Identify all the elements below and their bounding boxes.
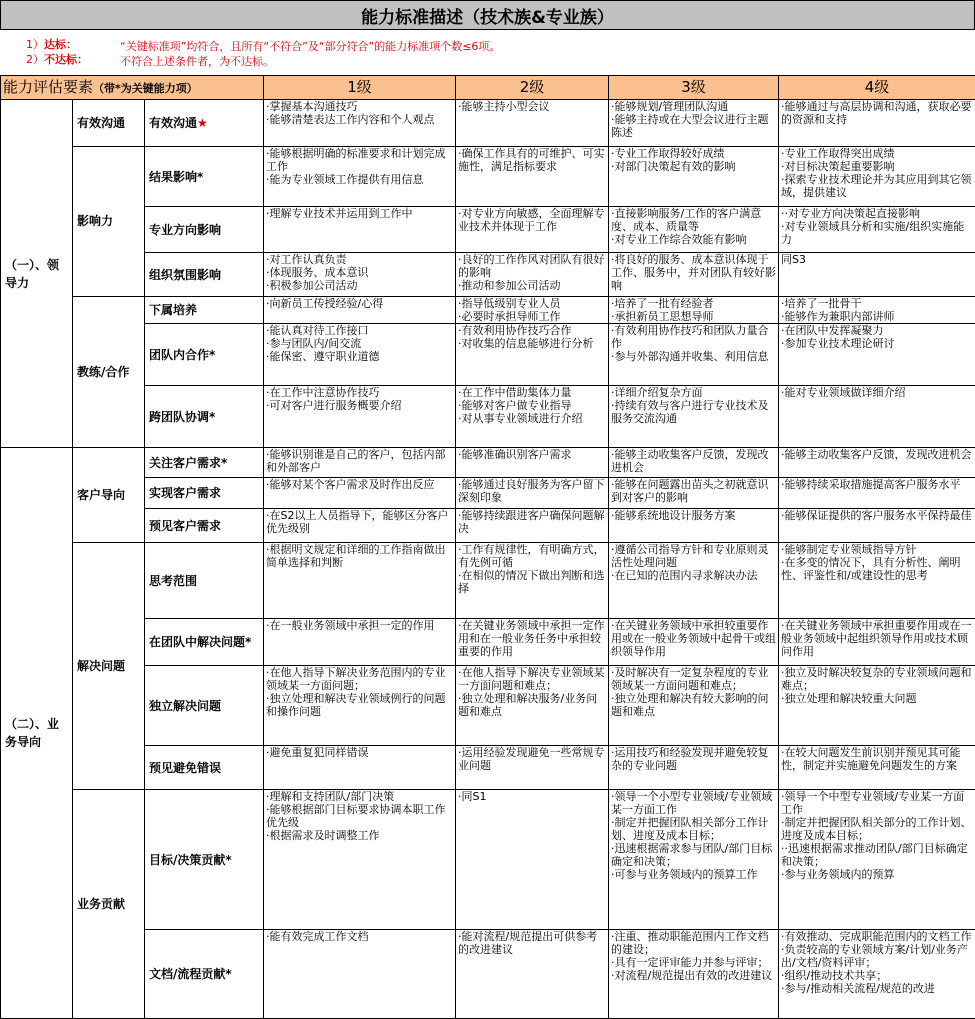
desc: ·对工作认真负责 xyxy=(266,253,347,266)
level-2-cell xyxy=(456,386,609,448)
desc: ·能对专业领域做详细介绍 xyxy=(781,386,906,399)
desc: ·根据需求及时调整工作 xyxy=(266,829,380,842)
table-row xyxy=(1,509,975,543)
note-number: 2） xyxy=(26,53,44,66)
desc: ·运用经验发现避免一些常规专业问题 xyxy=(458,746,605,772)
level-4-cell xyxy=(779,324,975,386)
table-row xyxy=(1,324,975,386)
desc: ·掌握基本沟通技巧 xyxy=(266,100,358,113)
desc: ·能够对客户做专业指导 xyxy=(458,399,572,412)
desc: ·专业工作取得突出成绩 xyxy=(781,147,895,160)
level-2-cell xyxy=(456,207,609,253)
item-label: 独立解决问题 xyxy=(149,698,222,713)
desc: ·能为专业领域工作提供有用信息 xyxy=(266,173,424,186)
level-1-cell xyxy=(264,619,456,666)
desc: ·独立处理和解决专业领域例行的问题和操作问题 xyxy=(266,692,446,718)
item-label: 预见避免错误 xyxy=(149,760,222,775)
desc: ·同S1 xyxy=(458,790,487,803)
desc: ·对收集的信息能够进行分析 xyxy=(458,337,594,350)
desc: ·注重、推动职能范围内工作文档的建设； xyxy=(611,930,769,956)
desc: ·培养了一批有经验者 xyxy=(611,297,714,310)
desc: ·体现服务、成本意识 xyxy=(266,266,369,279)
note-pass xyxy=(26,38,77,52)
level-1-cell xyxy=(264,790,456,930)
note-pass-text: “关键标准项”均符合，且所有“不符合”及“部分符合”的能力标准项个数≤6项。 xyxy=(120,40,501,53)
desc: ·能够识别谁是自己的客户，包括内部和外部客户 xyxy=(266,448,446,474)
desc: ·理解和支持团队/部门决策 xyxy=(266,790,395,803)
item-label: 跨团队协调 xyxy=(149,409,210,424)
desc: ·能够通过良好服务为客户留下深刻印象 xyxy=(458,478,605,504)
desc: ·参与团队内/间交流 xyxy=(266,337,362,350)
level-3-cell xyxy=(609,324,779,386)
level-1-cell xyxy=(264,147,456,207)
desc: ·培养了一批骨干 xyxy=(781,297,862,310)
table-row xyxy=(1,746,975,790)
item-name xyxy=(145,509,264,543)
desc: ·能认真对待工作接口 xyxy=(266,324,369,337)
level-1-cell xyxy=(264,324,456,386)
table-row xyxy=(1,619,975,666)
desc: ·在他人指导下解决专业领域某一方面问题和难点； xyxy=(458,666,605,692)
item-name xyxy=(145,543,264,619)
item-label: 思考范围 xyxy=(149,573,198,588)
header-row xyxy=(1,76,975,100)
level-4-cell xyxy=(779,509,975,543)
item-label: 下属培养 xyxy=(149,303,198,317)
level-4-cell xyxy=(779,207,975,253)
desc: ·避免重复犯同样错误 xyxy=(266,746,369,759)
desc: ·指导低级别专业人员 xyxy=(458,297,561,310)
desc: ·制定并把握团队相关部分工作计划、进度及成本目标； xyxy=(611,816,769,842)
desc: ·对目标决策起重要影响 xyxy=(781,160,895,173)
level-3-cell xyxy=(609,297,779,324)
level-1-cell xyxy=(264,509,456,543)
table-row xyxy=(1,100,975,147)
level-2-cell xyxy=(456,790,609,930)
level-2-cell xyxy=(456,746,609,790)
desc: ·独立处理和解决服务/业务问题和难点 xyxy=(458,692,598,718)
level-4-cell xyxy=(779,386,975,448)
desc: ·领导一个中型专业领域/专业某一方面工作 xyxy=(781,790,965,816)
level-3-cell xyxy=(609,253,779,297)
desc: ·参与/推动相关流程/规范的改进 xyxy=(781,982,935,995)
desc: ·在S2以上人员指导下，能够区分客户优先级别 xyxy=(266,509,449,535)
level-4-cell xyxy=(779,253,975,297)
level-2-cell xyxy=(456,147,609,207)
level-2-cell xyxy=(456,100,609,147)
table-row xyxy=(1,448,975,478)
desc: ·对专业工作综合效能有影响 xyxy=(611,233,747,246)
desc: ·有效利用协作技巧和团队力量合作 xyxy=(611,324,769,350)
note-number: 1） xyxy=(26,38,44,51)
desc: ·向新员工传授经验/心得 xyxy=(266,297,384,310)
item-name xyxy=(145,324,264,386)
desc: ·及时解决有一定复杂程度的专业领域某一方面问题和难点； xyxy=(611,666,769,692)
key-star-icon: * xyxy=(197,169,204,184)
level-3-cell xyxy=(609,790,779,930)
key-star-icon: * xyxy=(209,409,216,424)
desc: ·参与外部沟通并收集、利用信息 xyxy=(611,350,769,363)
group-business-contribution: 业务贡献 xyxy=(73,790,145,1019)
desc: ·有效推动、完成职能范围内的文档工作 xyxy=(781,930,972,943)
desc: ·独立处理和解决较重大问题 xyxy=(781,692,917,705)
item-name xyxy=(145,478,264,509)
level-2-cell xyxy=(456,930,609,1019)
level-2-cell xyxy=(456,297,609,324)
desc: ·理解专业技术并运用到工作中 xyxy=(266,207,413,220)
table-row xyxy=(1,147,975,207)
level-1-cell xyxy=(264,478,456,509)
header-element xyxy=(1,76,264,100)
item-name xyxy=(145,147,264,207)
desc: ·领导一个小型专业领域/专业领域某一方面工作 xyxy=(611,790,773,816)
level-3-cell xyxy=(609,147,779,207)
level-1-cell xyxy=(264,386,456,448)
table-row xyxy=(1,386,975,448)
desc: ·参加专业技术理论研讨 xyxy=(781,337,895,350)
page-title: 能力标准描述（技术族&专业族） xyxy=(0,0,975,30)
group-communication: 有效沟通 xyxy=(73,100,145,147)
item-label: 目标/决策贡献 xyxy=(149,852,226,867)
key-star-icon: * xyxy=(221,455,228,470)
header-element-note: （带*为关键能力项） xyxy=(93,81,198,95)
desc: ·工作有规律性，有明确方式，有先例可循 xyxy=(458,543,605,569)
desc: ·负责较高的专业领域方案/计划/业务产出/文档/资料评审； xyxy=(781,943,968,969)
note-fail-text: 不符合上述条件者，为不达标。 xyxy=(120,55,274,68)
item-label: 在团队中解决问题 xyxy=(149,635,246,649)
item-name xyxy=(145,253,264,297)
desc: ·对专业领域具分析和实施/组织实施能力 xyxy=(781,220,965,246)
desc: ·在较大问题发生前识别并预见其可能性，制定并实施避免问题发生的方案 xyxy=(781,746,961,772)
item-name xyxy=(145,297,264,324)
group-customer: 客户导向 xyxy=(73,448,145,543)
desc: ·迅速根据需求参与团队/部门目标确定和决策； xyxy=(611,842,773,868)
header-level-4: 4级 xyxy=(779,76,975,100)
desc: ·在他人指导下解决业务范围内的专业领域某一方面问题； xyxy=(266,666,446,692)
desc: ·根据明文规定和详细的工作指南做出简单选择和判断 xyxy=(266,543,446,569)
level-3-cell xyxy=(609,619,779,666)
desc: ·能够系统地设计服务方案 xyxy=(611,509,736,522)
desc: ·承担新员工思想导师 xyxy=(611,310,714,323)
level-4-cell xyxy=(779,619,975,666)
level-3-cell xyxy=(609,666,779,746)
desc: ·能够作为兼职内部讲师 xyxy=(781,310,895,323)
desc: ·有效利用协作技巧合作 xyxy=(458,324,572,337)
level-2-cell xyxy=(456,253,609,297)
desc: ·持续有效与客户进行专业技术及服务交流沟通 xyxy=(611,399,769,425)
level-3-cell xyxy=(609,386,779,448)
desc: ·对部门决策起有效的影响 xyxy=(611,160,736,173)
desc: ·具有一定评审能力并参与评审； xyxy=(611,956,769,969)
competency-table xyxy=(0,75,975,1019)
key-star-icon: * xyxy=(225,967,232,981)
desc: ·良好的工作作风对团队有很好的影响 xyxy=(458,253,605,279)
desc: ·将良好的服务、成本意识体现于工作、服务中，并对团队有较好影响 xyxy=(611,253,776,292)
desc: ·能够主持小型会议 xyxy=(458,100,550,113)
item-label: 专业方向影响 xyxy=(149,222,222,237)
desc: ·在团队中发挥凝聚力 xyxy=(781,324,884,337)
note-fail xyxy=(26,53,88,67)
table-row xyxy=(1,543,975,619)
desc: ·能够通过与高层协调和沟通，获取必要的资源和支持 xyxy=(781,100,972,126)
desc: ·详细介绍复杂方面 xyxy=(611,386,703,399)
item-label: 关注客户需求 xyxy=(149,455,222,470)
group-coaching: 教练/合作 xyxy=(73,297,145,448)
item-name xyxy=(145,100,264,147)
desc: ·能够持续跟进客户确保问题解决 xyxy=(458,509,605,535)
desc: ·推动和参加公司活动 xyxy=(458,279,561,292)
desc: ·对专业方向敏感，全面理解专业技术并体现于工作 xyxy=(458,207,605,233)
item-name xyxy=(145,448,264,478)
level-1-cell xyxy=(264,930,456,1019)
desc: ·在工作中注意协作技巧 xyxy=(266,386,380,399)
item-name xyxy=(145,666,264,746)
table-row xyxy=(1,207,975,253)
header-level-3: 3级 xyxy=(609,76,779,100)
desc: ·对从事专业领域进行介绍 xyxy=(458,412,583,425)
notes-section xyxy=(0,30,975,75)
table-row xyxy=(1,253,975,297)
level-1-cell xyxy=(264,100,456,147)
item-name xyxy=(145,207,264,253)
desc: ·能够保证提供的客户服务水平保持最佳 xyxy=(781,509,972,522)
desc: ·在相似的情况下做出判断和选择 xyxy=(458,569,605,595)
desc: ·运用技巧和经验发现并避免较复杂的专业问题 xyxy=(611,746,769,772)
level-4-cell xyxy=(779,448,975,478)
desc: ·在一般业务领域中承担一定的作用 xyxy=(266,619,435,632)
level-1-cell xyxy=(264,543,456,619)
desc: ·能够根据部门目标要求协调本职工作优先级 xyxy=(266,803,446,829)
desc: ·积极参加公司活动 xyxy=(266,279,358,292)
desc: ·在工作中借助集体力量 xyxy=(458,386,572,399)
level-2-cell xyxy=(456,448,609,478)
level-3-cell xyxy=(609,930,779,1019)
desc: ·在关键业务领域中承担较重要作用或在一般业务领域中起骨干或组织领导作用 xyxy=(611,619,776,658)
table-row xyxy=(1,478,975,509)
key-star-icon: ★ xyxy=(197,116,208,130)
level-2-cell xyxy=(456,478,609,509)
desc: 同S3 xyxy=(781,253,806,266)
item-label: 组织氛围影响 xyxy=(149,267,222,282)
header-element-label: 能力评估要素 xyxy=(3,77,94,96)
desc: ·在关键业务领域中承担重要作用或在一般业务领域中起组织领导作用或技术顾问作用 xyxy=(781,619,972,658)
desc: ·组织/推动技术共享； xyxy=(781,969,888,982)
table-row xyxy=(1,930,975,1019)
desc: ·能够清楚表达工作内容和个人观点 xyxy=(266,113,435,126)
level-1-cell xyxy=(264,253,456,297)
item-name xyxy=(145,746,264,790)
desc: ·能够持续采取措施提高客户服务水平 xyxy=(781,478,961,491)
level-3-cell xyxy=(609,100,779,147)
desc: ·对流程/规范提出有效的改进建议 xyxy=(611,969,773,982)
table-row xyxy=(1,297,975,324)
item-label: 预见客户需求 xyxy=(149,518,222,533)
desc: ·在已知的范围内寻求解决办法 xyxy=(611,569,758,582)
desc: ·制定并把握团队相关部分的工作计划、进度及成本目标； xyxy=(781,816,972,842)
level-1-cell xyxy=(264,297,456,324)
level-4-cell xyxy=(779,478,975,509)
level-2-cell xyxy=(456,619,609,666)
level-3-cell xyxy=(609,448,779,478)
desc: ·可参与业务领域内的预算工作 xyxy=(611,868,758,881)
item-label: 结果影响 xyxy=(149,169,198,184)
level-3-cell xyxy=(609,746,779,790)
desc: ·能够对某个客户需求及时作出反应 xyxy=(266,478,435,491)
desc: ·能对流程/规范提出可供参考的改进建议 xyxy=(458,930,598,956)
desc: ·在多变的情况下，具有分析性、阐明性、评鉴性和/或建设性的思考 xyxy=(781,556,961,582)
item-name xyxy=(145,619,264,666)
level-1-cell xyxy=(264,207,456,253)
item-label: 实现客户需求 xyxy=(149,486,222,500)
desc: ·能够制定专业领域指导方针 xyxy=(781,543,917,556)
item-label: 文档/流程贡献 xyxy=(149,967,226,981)
desc: ·专业工作取得较好成绩 xyxy=(611,147,725,160)
level-2-cell xyxy=(456,324,609,386)
item-label: 团队内合作 xyxy=(149,347,210,362)
desc: ·能够准确识别客户需求 xyxy=(458,448,572,461)
desc: ·遵循公司指导方针和专业原则灵活性处理问题 xyxy=(611,543,769,569)
level-1-cell xyxy=(264,448,456,478)
key-star-icon: * xyxy=(225,852,232,867)
table-row xyxy=(1,666,975,746)
level-3-cell xyxy=(609,478,779,509)
desc: ·必要时承担导师工作 xyxy=(458,310,561,323)
item-name xyxy=(145,930,264,1019)
level-2-cell xyxy=(456,509,609,543)
level-3-cell xyxy=(609,509,779,543)
level-4-cell xyxy=(779,666,975,746)
item-name xyxy=(145,790,264,930)
level-4-cell xyxy=(779,746,975,790)
desc: ·独立及时解决较复杂的专业领域问题和难点； xyxy=(781,666,972,692)
level-3-cell xyxy=(609,543,779,619)
key-star-icon: * xyxy=(245,635,252,649)
desc: ·确保工作具有的可维护、可实施性，满足指标要求 xyxy=(458,147,605,173)
table-row xyxy=(1,790,975,930)
header-level-1: 1级 xyxy=(264,76,456,100)
desc: ·可对客户进行服务概要介绍 xyxy=(266,399,402,412)
desc: ·参与业务领域内的预算 xyxy=(781,868,895,881)
desc: ·能够根据明确的标准要求和计划完成工作 xyxy=(266,147,446,173)
level-4-cell xyxy=(779,543,975,619)
level-4-cell xyxy=(779,297,975,324)
level-4-cell xyxy=(779,100,975,147)
level-3-cell xyxy=(609,207,779,253)
desc: ·能够在问题露出苗头之初就意识到对客户的影响 xyxy=(611,478,769,504)
category-leadership: （一）、领导力 xyxy=(1,100,73,448)
note-key: 达标： xyxy=(44,38,77,51)
desc: ·探索专业技术理论并为其应用到其它领域，提供建议 xyxy=(781,173,972,199)
level-4-cell xyxy=(779,147,975,207)
desc: ·在关键业务领域中承担一定作用和在一般业务任务中承担较重要的作用 xyxy=(458,619,605,658)
level-4-cell xyxy=(779,790,975,930)
group-problem-solving: 解决问题 xyxy=(73,543,145,790)
level-2-cell xyxy=(456,666,609,746)
desc: ·能保密、遵守职业道德 xyxy=(266,350,380,363)
level-2-cell xyxy=(456,543,609,619)
level-1-cell xyxy=(264,746,456,790)
level-1-cell xyxy=(264,666,456,746)
desc: ·能够主持或在大型会议进行主题陈述 xyxy=(611,113,769,139)
category-business: （二）、业务导向 xyxy=(1,448,73,1019)
desc: ·能够规划/管理团队沟通 xyxy=(611,100,729,113)
desc: ·能有效完成工作文档 xyxy=(266,930,369,943)
desc: ·能够主动收集客户反馈，发现改进机会 xyxy=(611,448,769,474)
group-influence: 影响力 xyxy=(73,147,145,297)
desc: ·能够主动收集客户反馈，发现改进机会 xyxy=(781,448,972,461)
level-4-cell xyxy=(779,930,975,1019)
desc: ·直接影响服务/工作的客户满意度、成本、质量等 xyxy=(611,207,762,233)
header-level-2: 2级 xyxy=(456,76,609,100)
item-label: 有效沟通 xyxy=(149,116,198,130)
item-name xyxy=(145,386,264,448)
desc: ··迅速根据需求推动团队/部门目标确定和决策； xyxy=(781,842,968,868)
note-key: 不达标： xyxy=(44,53,88,66)
desc: ··对专业方向决策起直接影响 xyxy=(781,207,920,220)
key-star-icon: * xyxy=(209,347,216,362)
desc: ·独立处理和解决有较大影响的问题和难点 xyxy=(611,692,769,718)
